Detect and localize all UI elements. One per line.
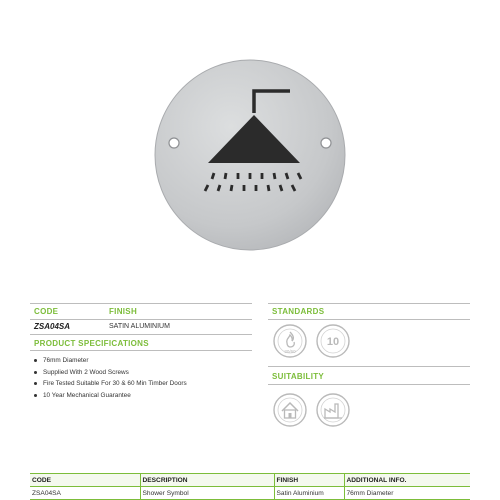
table-cell-code: ZSA04SA (30, 487, 140, 500)
guarantee-10-year-icon (315, 323, 351, 359)
guarantee-years-text: 10 (326, 336, 340, 348)
bullet-icon (34, 382, 37, 385)
product-table (30, 473, 470, 500)
fire-rating-text: 30/60 (284, 349, 296, 354)
domestic-house-icon (272, 392, 308, 428)
fire-tested-icon (272, 323, 308, 359)
table-cell-description: Shower Symbol (140, 487, 274, 500)
divider (268, 303, 470, 304)
divider (30, 303, 252, 304)
divider (268, 366, 470, 367)
divider (30, 350, 252, 351)
table-header-description: DESCRIPTION (140, 474, 274, 487)
divider (268, 384, 470, 385)
table-row (30, 487, 470, 500)
standards-header: STANDARDS (272, 307, 325, 316)
spec-item: Fire Tested Suitable For 30 & 60 Min Timber Doors (34, 380, 187, 387)
bullet-icon (34, 359, 37, 362)
spec-item: Supplied With 2 Wood Screws (34, 369, 187, 376)
bullet-icon (34, 371, 37, 374)
product-finish: SATIN ALUMINIUM (109, 323, 170, 330)
table-header-finish: FINISH (274, 474, 344, 487)
commercial-factory-icon (315, 392, 351, 428)
product-code: ZSA04SA (34, 322, 71, 331)
spec-item: 76mm Diameter (34, 357, 187, 364)
product-image (150, 55, 350, 255)
table-cell-additional-info: 76mm Diameter (344, 487, 470, 500)
bullet-icon (34, 394, 37, 397)
specifications-header: PRODUCT SPECIFICATIONS (34, 339, 149, 348)
screw-hole-left-icon (169, 138, 179, 148)
shower-sign-plate (150, 55, 350, 255)
finish-header: FINISH (109, 307, 138, 316)
spec-item: 10 Year Mechanical Guarantee (34, 392, 187, 399)
table-header-row (30, 474, 470, 487)
divider (268, 319, 470, 320)
divider (30, 334, 252, 335)
divider (30, 319, 252, 320)
screw-hole-right-icon (321, 138, 331, 148)
table-cell-finish: Satin Aluminium (274, 487, 344, 500)
table-header-code: CODE (30, 474, 140, 487)
specifications-list (34, 357, 187, 403)
table-header-additional-info: ADDITIONAL INFO. (344, 474, 470, 487)
code-header: CODE (34, 307, 59, 316)
suitability-header: SUITABILITY (272, 372, 325, 381)
